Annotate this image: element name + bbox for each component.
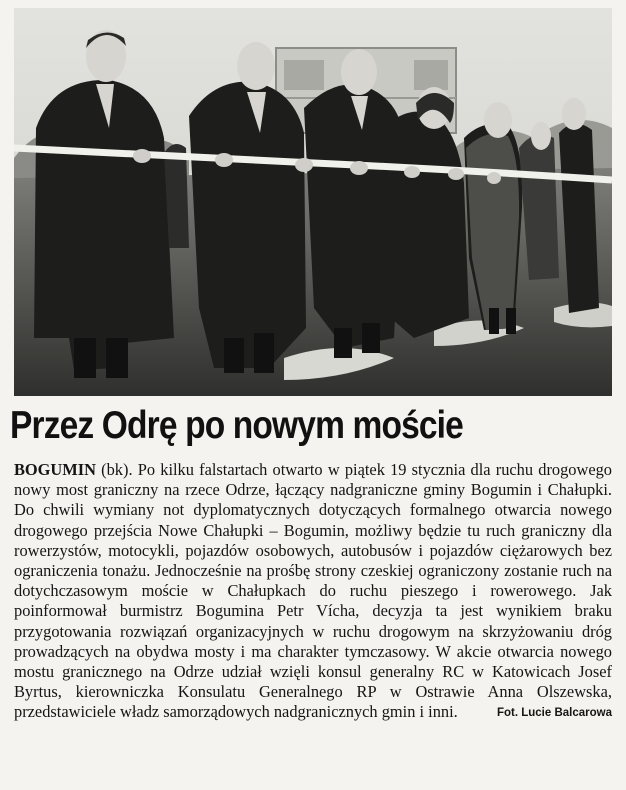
photo-credit: Fot. Lucie Balcarowa [496,707,612,720]
article-body [14,460,612,724]
news-photo-ribbon-cutting [14,8,612,396]
article-headline: Przez Odrę po nowym moście [10,404,463,447]
article-text: (bk). Po kilku falstartach otwarto w piątek 19 stycznia dla ruchu drogowego nowy most graniczny na rzece Odrze, łączący nadgraniczne gminy Bogumin i Chałupki. Do chwili wymiany not dyplomatycznych dotyczących formalnego otwarcia nowego drogowego przejścia Nowe Chałupki – Bogumin, możliwy będzie tu ruch graniczny dla rowerzystów, motocykli, pojazdów osobowych, autobusów i pojazdów ciężarowych bez ograniczenia tonażu. Jednocześnie na prośbę strony czeskiej ograniczony zostanie ruch na dotychczasowym moście w Chałupkach do ruchu pieszego i rowerowego. Jak poinformował burmistrz Bogumina Petr Vícha, decyzja ta jest wynikiem braku przygotowania rozwiązań organizacyjnych w ruchu drogowym na skrzyżowaniu dróg prowadzących na obydwa mosty i ma charakter tymczasowy. W akcie otwarcia nowego mostu granicznego na Odrze udział wzięli konsul generalny RC w Katowicach Josef Byrtus, kierowniczka Konsulatu Generalnego RP w Ostrawie Anna Olszewska, przedstawiciele władz samorządowych nadgranicznych gmin i inni. [14,460,612,722]
article-dateline: BOGUMIN [14,460,96,479]
